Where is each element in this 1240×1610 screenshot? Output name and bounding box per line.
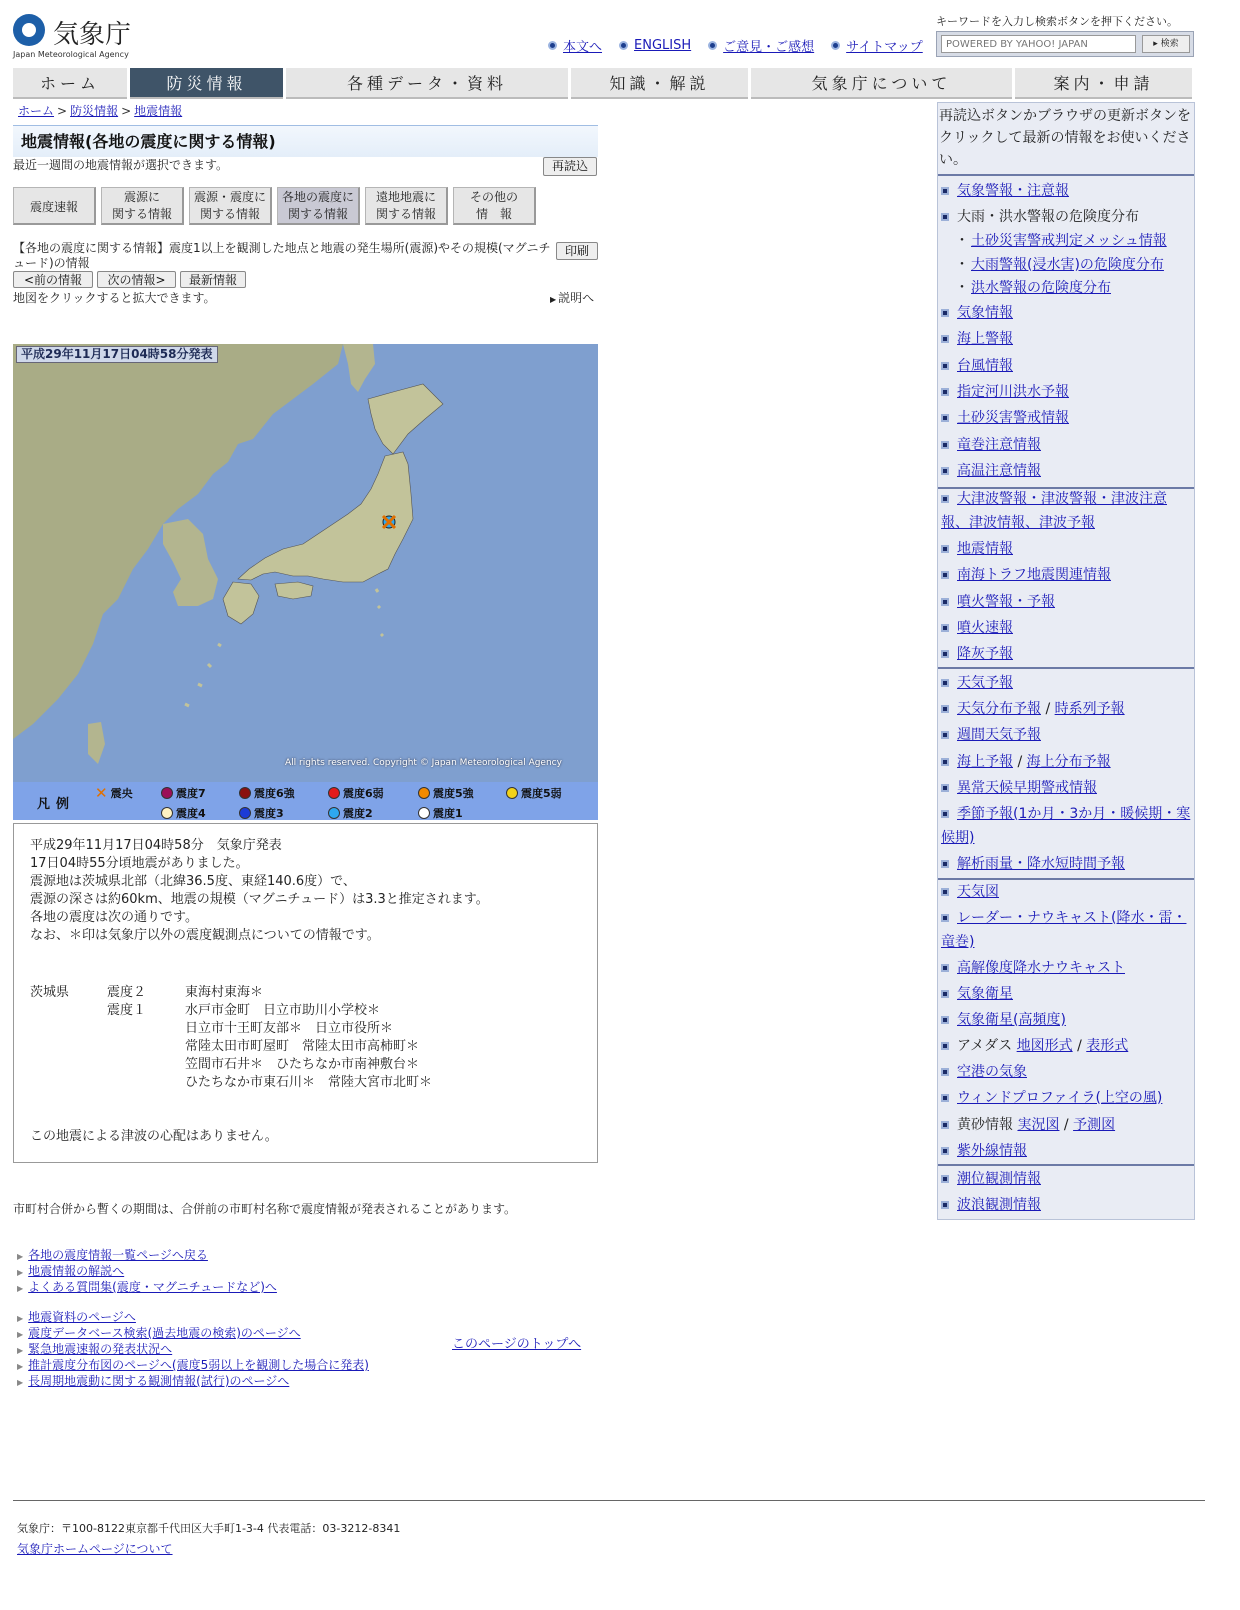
- sidebar-item-uv[interactable]: 紫外線情報: [941, 1139, 1193, 1163]
- intensity-2-icon: [328, 807, 340, 819]
- site-header: [13, 10, 1225, 62]
- link-main-content[interactable]: 本文へ: [563, 40, 603, 55]
- report-line: 震源地は茨城県北部（北緯36.5度、東経140.6度）で、: [30, 874, 356, 889]
- square-bullet-icon: [941, 187, 949, 195]
- arrow-right-icon: ▶: [17, 1252, 24, 1261]
- sidebar-link-kosa-actual[interactable]: 実況図: [1017, 1117, 1060, 1133]
- intensity-5-strong-icon: [418, 787, 430, 799]
- sidebar-link-marine-distribution[interactable]: 海上分布予報: [1026, 754, 1111, 770]
- arrow-right-icon: ▶: [17, 1346, 24, 1355]
- link-sitemap[interactable]: サイトマップ: [846, 40, 923, 55]
- link-eq-explanation[interactable]: 地震情報の解説へ: [28, 1264, 125, 1278]
- page-top-link[interactable]: このページのトップへ: [452, 1337, 582, 1352]
- breadcrumb-disaster[interactable]: 防災情報: [70, 104, 119, 118]
- arrow-right-icon: ▶: [17, 1268, 24, 1277]
- link-intensity-db[interactable]: 震度データベース検索(過去地震の検索)のページへ: [28, 1326, 301, 1340]
- square-bullet-icon: [941, 758, 949, 766]
- link-intensity-list[interactable]: 各地の震度情報一覧ページへ戻る: [28, 1248, 208, 1262]
- nav-disaster-info[interactable]: 防災情報: [130, 68, 283, 99]
- link-english[interactable]: ENGLISH: [634, 38, 692, 53]
- link-eq-materials[interactable]: 地震資料のページへ: [28, 1310, 136, 1324]
- tab-local-intensity[interactable]: 各地の震度に 関する情報: [277, 187, 360, 225]
- footer-address: 気象庁：〒100-8122東京都千代田区大手町1-3-4 代表電話：03-3212-8341: [17, 1522, 401, 1535]
- breadcrumb-home[interactable]: ホーム: [18, 104, 55, 118]
- sidebar-divider: [938, 1164, 1194, 1166]
- sidebar-item-river-flood[interactable]: 指定河川洪水予報: [941, 380, 1193, 404]
- legend-epicenter: ✕ 震央: [95, 784, 133, 802]
- footer-about-link[interactable]: 気象庁ホームページについて: [17, 1542, 173, 1556]
- square-bullet-icon: [941, 1175, 949, 1183]
- merge-note: 市町村合併から暫くの期間は、合併前の市町村名称で震度情報が発表されることがあります。: [13, 1202, 517, 1216]
- search-box: [936, 31, 1194, 57]
- square-bullet-icon: [941, 914, 949, 922]
- arrow-right-icon: ▶: [17, 1378, 24, 1387]
- square-bullet-icon: [941, 388, 949, 396]
- bullet-icon: [548, 41, 557, 50]
- station-line: 水戸市金町 日立市助川小学校＊: [185, 1003, 381, 1018]
- square-bullet-icon: [941, 990, 949, 998]
- sidebar-item-ashfall[interactable]: 降灰予報: [941, 642, 1193, 666]
- intensity-6-weak-icon: [328, 787, 340, 799]
- sidebar-link-amedas-table[interactable]: 表形式: [1086, 1038, 1129, 1054]
- intensity-5-weak-icon: [506, 787, 518, 799]
- sidebar-item-hires-nowcast[interactable]: 高解像度降水ナウキャスト: [941, 956, 1193, 980]
- intensity-1-icon: [418, 807, 430, 819]
- sidebar-item-amedas: アメダス 地図形式 / 表形式: [941, 1034, 1193, 1058]
- legend-shindo-6-weak: 震度6弱: [328, 785, 384, 801]
- intensity-level: 震度２: [107, 985, 147, 1000]
- square-bullet-icon: [941, 1094, 949, 1102]
- nav-knowledge[interactable]: 知識・解説: [571, 68, 748, 99]
- next-button[interactable]: 次の情報>: [97, 271, 176, 288]
- square-bullet-icon: [941, 964, 949, 972]
- square-bullet-icon: [941, 1042, 949, 1050]
- sidebar-item-landslide-mesh[interactable]: ・ 土砂災害警戒判定メッシュ情報: [955, 233, 1167, 249]
- arrow-right-icon: ▶: [550, 295, 557, 304]
- link-estimated-intensity[interactable]: 推計震度分布図のページへ(震度5弱以上を観測した場合に発表): [28, 1358, 369, 1372]
- station-line: 東海村東海＊: [185, 985, 264, 1000]
- report-lines: [30, 837, 581, 945]
- square-bullet-icon: [941, 598, 949, 606]
- sidebar-item-inundation-risk[interactable]: ・ 大雨警報(浸水害)の危険度分布: [955, 257, 1164, 273]
- seismic-map[interactable]: [13, 344, 598, 782]
- square-bullet-icon: [941, 1016, 949, 1024]
- station-line: 笠間市石井＊ ひたちなか市南神敷台＊: [185, 1057, 420, 1072]
- sidebar: [937, 102, 1195, 1220]
- sidebar-link-amedas-map[interactable]: 地図形式: [1016, 1038, 1073, 1054]
- sidebar-item-kosa: 黄砂情報 実況図 / 予測図: [941, 1113, 1193, 1137]
- square-bullet-icon: [941, 888, 949, 896]
- nav-data[interactable]: 各種データ・資料: [286, 68, 568, 99]
- link-long-period[interactable]: 長周期地震動に関する観測情報(試行)のページへ: [28, 1374, 290, 1388]
- bullet-icon: [619, 41, 628, 50]
- sidebar-item-nowcast[interactable]: レーダー・ナウキャスト(降水・雷・竜巻): [941, 910, 1187, 950]
- japan-map-graphic: [13, 344, 598, 782]
- sidebar-note: 再読込ボタンかブラウザの更新ボタンをクリックして最新の情報をお使いください。: [939, 108, 1191, 168]
- square-bullet-icon: [941, 784, 949, 792]
- sidebar-item-marine-warning[interactable]: 海上警報: [941, 327, 1193, 351]
- header-links: [548, 36, 923, 55]
- tab-hypocenter[interactable]: 震源に 関する情報: [101, 187, 184, 225]
- sidebar-divider: [938, 667, 1194, 669]
- sidebar-item-weekly[interactable]: 週間天気予報: [941, 723, 1193, 747]
- explain-link-wrap: [550, 289, 594, 306]
- intensity-7-icon: [161, 787, 173, 799]
- sidebar-item-volcano-warning[interactable]: 噴火警報・予報: [941, 590, 1193, 614]
- sidebar-item-weather-info[interactable]: 気象情報: [941, 301, 1193, 325]
- sidebar-item-satellite[interactable]: 気象衛星: [941, 982, 1193, 1006]
- arrow-right-icon: ▶: [17, 1314, 24, 1323]
- epicenter-icon: [381, 514, 397, 530]
- station-line: ひたちなか市東石川＊ 常陸大宮市北町＊: [185, 1075, 433, 1090]
- map-published-label: 平成29年11月17日04時58分発表: [16, 346, 218, 363]
- sidebar-item-tornado[interactable]: 竜巻注意情報: [941, 433, 1193, 457]
- intro-text: 最近一週間の地震情報が選択できます。: [13, 158, 229, 172]
- prev-button[interactable]: <前の情報: [13, 271, 93, 288]
- breadcrumb: ホーム > 防災情報 > 地震情報: [18, 104, 183, 118]
- legend-shindo-4: 震度4: [161, 805, 206, 821]
- tab-other[interactable]: その他の 情 報: [453, 187, 536, 225]
- square-bullet-icon: [941, 467, 949, 475]
- legend-shindo-1: 震度1: [418, 805, 463, 821]
- map-copyright: All rights reserved. Copyright © Japan Meteorological Agency: [285, 758, 562, 768]
- square-bullet-icon: [941, 545, 949, 553]
- sidebar-item-tide[interactable]: 潮位観測情報: [941, 1167, 1193, 1191]
- sidebar-item-earthquake[interactable]: 地震情報: [941, 537, 1193, 561]
- map-click-hint: 地図をクリックすると拡大できます。: [13, 291, 216, 305]
- intensity-4-icon: [161, 807, 173, 819]
- info-description: 【各地の震度に関する情報】震度1以上を観測した地点と地震の発生場所(震源)やその規模(マグニチュード)の情報: [13, 241, 551, 270]
- sidebar-item-typhoon[interactable]: 台風情報: [941, 354, 1193, 378]
- square-bullet-icon: [941, 731, 949, 739]
- square-bullet-icon: [941, 1201, 949, 1209]
- square-bullet-icon: [941, 335, 949, 343]
- sidebar-link-time-series[interactable]: 時系列予報: [1054, 701, 1125, 717]
- link-feedback[interactable]: ご意見・ご感想: [723, 40, 815, 55]
- prefecture-name: 茨城県: [30, 985, 70, 1000]
- logo-english: Japan Meteorological Agency: [13, 50, 129, 59]
- global-nav: [13, 68, 1195, 99]
- nav-home[interactable]: ホーム: [13, 68, 127, 99]
- sidebar-item-airport[interactable]: 空港の気象: [941, 1060, 1193, 1084]
- square-bullet-icon: [941, 1068, 949, 1076]
- print-button[interactable]: 印刷: [556, 242, 598, 260]
- legend-shindo-3: 震度3: [239, 805, 284, 821]
- square-bullet-icon: [941, 810, 949, 818]
- link-eew-status[interactable]: 緊急地震速報の発表状況へ: [28, 1342, 173, 1356]
- search-area: [936, 13, 1196, 57]
- sidebar-item-weather-chart[interactable]: 天気図: [941, 880, 1193, 904]
- sidebar-item-heat[interactable]: 高温注意情報: [941, 459, 1193, 483]
- tab-distant-earthquake[interactable]: 遠地地震に 関する情報: [365, 187, 448, 225]
- legend-shindo-2: 震度2: [328, 805, 373, 821]
- sidebar-item-early-warning[interactable]: 異常天候早期警戒情報: [941, 776, 1193, 800]
- sidebar-item-flood-risk[interactable]: ・ 洪水警報の危険度分布: [955, 280, 1111, 296]
- square-bullet-icon: [941, 624, 949, 632]
- logo-name: 気象庁: [53, 20, 132, 50]
- site-footer: [13, 1500, 1205, 1556]
- breadcrumb-earthquake[interactable]: 地震情報: [134, 104, 183, 118]
- tsunami-note: この地震による津波の心配はありません。: [30, 1129, 278, 1144]
- arrow-right-icon: ▶: [17, 1362, 24, 1371]
- square-bullet-icon: [941, 1121, 949, 1129]
- bullet-icon: [831, 41, 840, 50]
- sidebar-item-nankai[interactable]: 南海トラフ地震関連情報: [941, 563, 1193, 587]
- bullet-icon: [708, 41, 717, 50]
- intensity-level: 震度１: [107, 1003, 147, 1018]
- related-links-2: [17, 1310, 369, 1390]
- search-input[interactable]: [941, 35, 1136, 53]
- related-links-1: [17, 1248, 277, 1296]
- link-faq[interactable]: よくある質問集(震度・マグニチュードなど)へ: [28, 1280, 277, 1294]
- legend-shindo-5-weak: 震度5弱: [506, 785, 562, 801]
- intensity-6-strong-icon: [239, 787, 251, 799]
- epicenter-x-icon: ✕: [95, 784, 108, 802]
- sidebar-item-eruption-flash[interactable]: 噴火速報: [941, 616, 1193, 640]
- square-bullet-icon: [941, 705, 949, 713]
- arrow-right-icon: ▶: [17, 1284, 24, 1293]
- square-bullet-icon: [941, 495, 949, 503]
- sidebar-item-tsunami[interactable]: 大津波警報・津波警報・津波注意報、津波情報、津波予報: [941, 491, 1167, 531]
- reload-button[interactable]: 再読込: [543, 157, 597, 176]
- report-line: 各地の震度は次の通りです。: [30, 910, 198, 925]
- station-line: 常陸太田市町屋町 常陸太田市高柿町＊: [185, 1039, 420, 1054]
- site-logo[interactable]: [13, 12, 143, 62]
- search-hint: キーワードを入力し検索ボタンを押下ください。: [936, 15, 1178, 28]
- square-bullet-icon: [941, 309, 949, 317]
- legend-title: 凡例: [37, 797, 76, 812]
- sidebar-item-distribution-forecast[interactable]: 天気分布予報 / 時系列予報: [941, 697, 1193, 721]
- sidebar-item-radar-rain[interactable]: 解析雨量・降水短時間予報: [941, 852, 1193, 876]
- intensity-3-icon: [239, 807, 251, 819]
- sidebar-item-risk-distribution: 大雨・洪水警報の危険度分布: [941, 205, 1193, 229]
- square-bullet-icon: [941, 650, 949, 658]
- map-legend: [13, 782, 598, 820]
- sidebar-item-seasonal[interactable]: 季節予報(1か月・3か月・暖候期・寒候期): [941, 806, 1191, 846]
- sidebar-item-satellite-rapid[interactable]: 気象衛星(高頻度): [941, 1008, 1193, 1032]
- sidebar-link-kosa-forecast[interactable]: 予測図: [1073, 1117, 1116, 1133]
- latest-button[interactable]: 最新情報: [180, 271, 246, 288]
- square-bullet-icon: [941, 362, 949, 370]
- square-bullet-icon: [941, 441, 949, 449]
- search-button[interactable]: ▸ 検索: [1142, 35, 1190, 53]
- arrow-right-icon: ▶: [17, 1330, 24, 1339]
- report-line: 震源の深さは約60km、地震の規模（マグニチュード）は3.3と推定されます。: [30, 892, 489, 907]
- page-title: 地震情報(各地の震度に関する情報): [13, 125, 598, 157]
- square-bullet-icon: [941, 414, 949, 422]
- tab-hypocenter-intensity[interactable]: 震源・震度に 関する情報: [189, 187, 272, 225]
- legend-shindo-5-strong: 震度5強: [418, 785, 474, 801]
- sidebar-divider: [938, 174, 1194, 176]
- sidebar-item-landslide-alert[interactable]: 土砂災害警戒情報: [941, 406, 1193, 430]
- jma-logo-icon: [13, 14, 45, 46]
- sidebar-item-wave[interactable]: 波浪観測情報: [941, 1193, 1193, 1217]
- square-bullet-icon: [941, 571, 949, 579]
- explain-link[interactable]: 説明へ: [558, 291, 595, 305]
- station-line: 日立市十王町友部＊ 日立市役所＊: [185, 1021, 394, 1036]
- earthquake-report: [13, 823, 598, 1163]
- sidebar-item-wind-profiler[interactable]: ウィンドプロファイラ(上空の風): [941, 1086, 1193, 1110]
- nav-guidance[interactable]: 案内・申請: [1015, 68, 1192, 99]
- legend-shindo-6-strong: 震度6強: [239, 785, 295, 801]
- square-bullet-icon: [941, 860, 949, 868]
- square-bullet-icon: [941, 1147, 949, 1155]
- square-bullet-icon: [941, 213, 949, 221]
- sidebar-item-marine-forecast[interactable]: 海上予報 / 海上分布予報: [941, 750, 1193, 774]
- report-line: なお、＊印は気象庁以外の震度観測点についての情報です。: [30, 928, 380, 943]
- sidebar-item-warnings[interactable]: 気象警報・注意報: [941, 179, 1193, 203]
- legend-shindo-7: 震度7: [161, 785, 206, 801]
- info-tabs: [13, 187, 536, 225]
- sidebar-item-forecast[interactable]: 天気予報: [941, 671, 1193, 695]
- nav-about[interactable]: 気象庁について: [751, 68, 1012, 99]
- square-bullet-icon: [941, 679, 949, 687]
- report-line: 平成29年11月17日04時58分 気象庁発表: [30, 838, 282, 853]
- tab-intensity-flash[interactable]: 震度速報: [13, 187, 96, 225]
- report-line: 17日04時55分頃地震がありました。: [30, 856, 249, 871]
